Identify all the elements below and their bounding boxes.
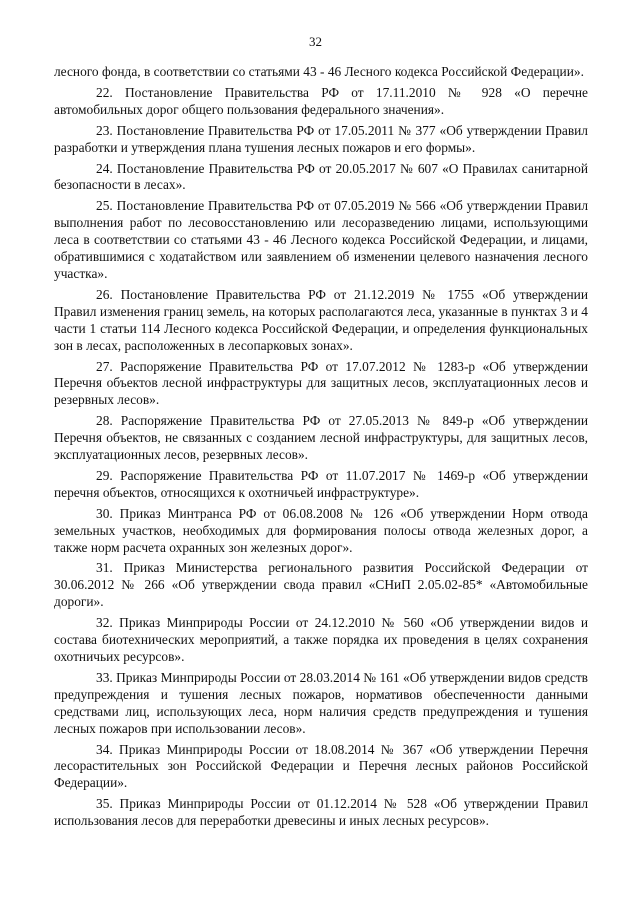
list-item-22: 22. Постановление Правительства РФ от 17.11.2010 № 928 «О перечне автомобильных дорог общего пользования федерального значения». [54,84,588,117]
list-item-27: 27. Распоряжение Правительства РФ от 17.07.2012 № 1283-р «Об утверждении Перечня объектов лесной инфраструктуры для защитных лесов, эксплуатационных лесов и резервных лесов». [54,358,588,408]
continuation-paragraph: лесного фонда, в соответствии со статьями 43 - 46 Лесного кодекса Российской Федерации». [54,64,584,79]
list-item-26: 26. Постановление Правительства РФ от 21.12.2019 № 1755 «Об утверждении Правил изменения границ земель, на которых располагаются леса, указанные в пунктах 3 и 4 части 1 статьи 114 Лесного кодекса Российской Федерации, и определения функциональных зон в лесах, расположенных в лесопарковых зонах». [54,286,588,353]
page-number: 32 [309,34,322,49]
document-body [54,64,588,834]
list-item-35: 35. Приказ Минприроды России от 01.12.2014 № 528 «Об утверждении Правил использования лесов для переработки древесины и иных лесных ресурсов». [54,796,588,829]
list-item-23: 23. Постановление Правительства РФ от 17.05.2011 № 377 «Об утверждении Правил разработки и утверждения плана тушения лесных пожаров и его формы». [54,122,588,155]
list-item-31: 31. Приказ Министерства регионального развития Российской Федерации от 30.06.2012 № 266 «Об утверждении свода правил «СНиП 2.05.02-85* «Автомобильные дороги». [54,560,588,610]
list-item-24: 24. Постановление Правительства РФ от 20.05.2017 № 607 «О Правилах санитарной безопасности в лесах». [54,160,588,193]
list-item-33: 33. Приказ Минприроды России от 28.03.2014 № 161 «Об утверждении видов средств предупреждения и тушения лесных пожаров, нормативов обеспеченности данными средствами лиц, использующих леса, норм наличия средств предупреждения и тушения лесных пожаров при использовании лесов». [54,669,588,736]
list-item-34: 34. Приказ Минприроды России от 18.08.2014 № 367 «Об утверждении Перечня лесорастительных зон Российской Федерации и Перечня лесных районов Российской Федерации». [54,741,588,791]
list-item-30: 30. Приказ Минтранса РФ от 06.08.2008 № 126 «Об утверждении Норм отвода земельных участков, необходимых для формирования полосы отвода железных дорог, а также норм расчета охранных зон железных дорог». [54,505,588,555]
list-item-32: 32. Приказ Минприроды России от 24.12.2010 № 560 «Об утверждении видов и состава биотехнических мероприятий, а также порядка их проведения в целях сохранения охотничьих ресурсов». [54,615,588,664]
list-item-25: 25. Постановление Правительства РФ от 07.05.2019 № 566 «Об утверждении Правил выполнения работ по лесовосстановлению или лесоразведению лицами, использующими леса в соответствии со статьями 43 - 46 Лесного кодекса Российской Федерации, и лицами, обратившимися с ходатайством или заявлением об изменении целевого назначения лесного участка». [54,198,588,281]
list-item-29: 29. Распоряжение Правительства РФ от 11.07.2017 № 1469-р «Об утверждении перечня объектов, относящихся к охотничьей инфраструктуре». [54,467,588,500]
list-item-28: 28. Распоряжение Правительства РФ от 27.05.2013 № 849-р «Об утверждении Перечня объектов, не связанных с созданием лесной инфраструктуры, для защитных лесов, эксплуатационных лесов, резервных лесов». [54,413,588,463]
